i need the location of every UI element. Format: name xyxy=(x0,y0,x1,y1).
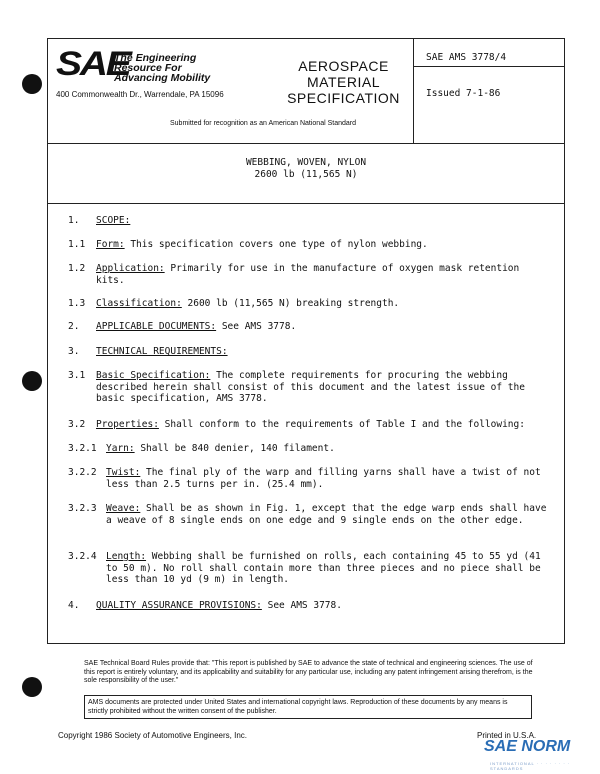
watermark-sub: INTERNATIONAL · · · · · · · · STANDARDS xyxy=(490,761,571,771)
doc-number: SAE AMS 3778/4 xyxy=(426,52,507,63)
issued-date: Issued 7-1-86 xyxy=(426,88,501,99)
copyright-notice: AMS documents are protected under United States and international copyright laws. Reproduction of these documents by any means is strictly prohibited without the written consent of the publisher. xyxy=(84,695,532,719)
doc-number-divider xyxy=(413,66,565,67)
title-rule xyxy=(48,203,564,204)
watermark: SAE NORM xyxy=(484,738,571,755)
spec-title: AEROSPACE MATERIAL SPECIFICATION xyxy=(287,58,400,106)
binder-hole xyxy=(22,677,42,697)
tagline: The Engineering Resource For Advancing Mobility xyxy=(114,52,211,84)
header-block xyxy=(48,39,564,144)
document-frame: SAE The Engineering Resource For Advancing Mobility 400 Commonwealth Dr., Warrendale, PA 15096 Submitted for recognition as an American National Standard AEROSPACE MATERIAL SPECIFICATION SAE AMS 3778/4 Issued 7-1-86 WEBBING, WOVEN, NYLON 2600 lb (11,565 N) 1. SCOPE: 1.1 Form: This specification covers one type of nylon webbing. 1.2 Application: Primarily for use in the manufacture of oxygen mask retention kits. 1.3 Classification: 2600 lb (11,565 N) breaking strength. 2. APPLICABLE DOCUMENTS: See AMS 3778. 3. TECHNICAL REQUIREMENTS: 3.1 Basic Specification: The complete requirements for procuring the webbing described herein shall consist of this document and the latest issue of the basic specification, AMS 3778. 3.2 Properties: Shall conform to the requirements of Table I and the following: 3.2.1 Yarn: Shall be 840 denier, 140 filament. 3.2.2 Twist: The final ply of the warp and filling yarns shall have a twist of not less than 2.5 turns per in. (25.4 mm). 3.2.3 Weave: Shall be as shown in Fig. 1, except that the edge warp ends shall have a weave of 8 single ends on one edge and 9 single ends on the other edge. 3.2.4 Length: Webbing shall be furnished on rolls, each containing 45 to 55 yd (41 to 50 m). No roll shall contain more than three pieces and no piece shall be less than 10 yd (9 m) in length. 4. QUALITY ASSURANCE PROVISIONS: See AMS 3778. xyxy=(47,38,565,644)
header-divider xyxy=(413,39,414,143)
binder-hole xyxy=(22,74,42,94)
submitted-note: Submitted for recognition as an American National Standard xyxy=(170,120,356,127)
document-title: WEBBING, WOVEN, NYLON 2600 lb (11,565 N) xyxy=(245,157,367,180)
sae-logo: SAE xyxy=(56,45,130,83)
binder-hole xyxy=(22,371,42,391)
copyright: Copyright 1986 Society of Automotive Engineers, Inc. xyxy=(58,731,247,740)
board-rules: SAE Technical Board Rules provide that: "This report is published by SAE to advance the state of technical and engineering sciences. The use of this report is entirely voluntary, and its applicability and suitability for any particular use, including any patent infringement arising therefrom, is the sole responsibility of the user." xyxy=(84,660,533,684)
printed-in: Printed in U.S.A. xyxy=(477,731,537,740)
address: 400 Commonwealth Dr., Warrendale, PA 15096 xyxy=(56,90,224,99)
